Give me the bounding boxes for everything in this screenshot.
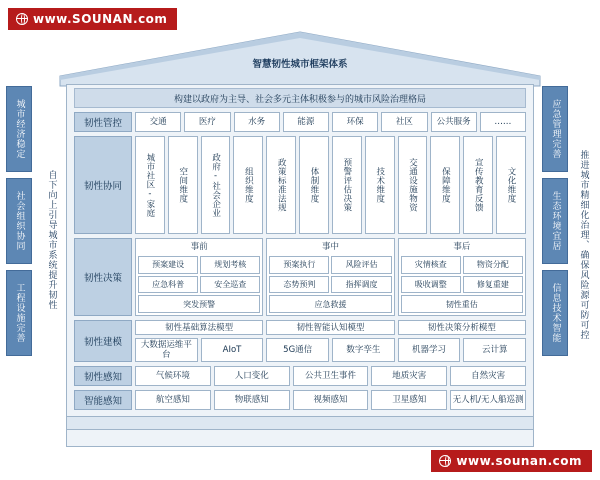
collab-cell-8-label: 技术维度 [374,167,385,203]
pillar-left-1-label: 城市经济稳定 [14,99,25,159]
before-chip-2: 规划考核 [200,256,260,274]
layer-modeling-stack [135,320,526,362]
pillar-left-2 [6,178,32,264]
before-chip-4: 安全巡查 [200,276,260,294]
decision-group-before-grid [138,256,260,313]
collab-cell-5-label: 政策标准法规 [276,158,287,212]
decision-group-after [398,238,526,316]
pillar-right-3-label: 信息技术智能 [550,283,561,343]
after-chip-4: 修复重建 [463,276,523,294]
pillar-left-1 [6,86,32,172]
decision-group-after-head: 事后 [453,242,471,252]
decision-group-before [135,238,263,316]
before-chip-1: 预案建设 [138,256,198,274]
tech-cell-6: 云计算 [463,338,526,362]
collab-cell-6 [299,136,329,234]
base-plinth [66,416,534,430]
pillar-left-3-label: 工程设施完善 [14,283,25,343]
globe-icon [16,13,28,25]
collab-cell-9 [398,136,428,234]
roof-shape [58,30,542,88]
model-cell-3: 韧性决策分析模型 [398,320,526,335]
collab-cell-3 [201,136,231,234]
layer-decision-groups [135,238,526,316]
perception-cell-5: 自然灾害 [450,366,526,386]
decision-group-during-grid [269,256,391,313]
diagram-title: 智慧韧性城市框架体系 [252,59,348,70]
layer-collaboration-label: 韧性协同 [74,136,132,234]
after-chip-5: 韧性重估 [401,295,523,313]
layer-perception-label: 韧性感知 [74,366,132,386]
control-cell-5: 环保 [332,112,378,132]
collab-cell-10 [430,136,460,234]
collab-cell-2 [168,136,198,234]
globe-icon [439,455,451,467]
collab-cell-10-label: 保障维度 [440,167,451,203]
tech-cell-4: 数字孪生 [332,338,395,362]
collab-cell-5 [266,136,296,234]
during-chip-1: 预案执行 [269,256,329,274]
control-cell-1: 交通 [135,112,181,132]
collab-cell-12-label: 文化维度 [506,167,517,203]
layer-sensing-label: 智能感知 [74,390,132,410]
control-cell-2: 医疗 [184,112,230,132]
layer-control [74,112,526,132]
layer-sensing [74,390,526,410]
tech-cell-5: 机器学习 [398,338,461,362]
layer-decision-label: 韧性决策 [74,238,132,316]
side-note-left [40,170,62,340]
layer-collaboration-cells [135,136,526,234]
perception-cell-4: 地质灾害 [371,366,447,386]
pillar-right-1-label: 应急管理完善 [550,99,561,159]
decision-group-during-head: 事中 [321,242,339,252]
collab-cell-8 [365,136,395,234]
modeling-subrow-1 [135,320,526,335]
collab-cell-9-label: 交通设施物资 [407,158,418,212]
sensing-cell-4: 卫星感知 [371,390,447,410]
side-note-left-label: 自下向上引导城市系统提升韧性 [46,170,57,310]
watermark-bottom [431,450,592,472]
sensing-cell-1: 航空感知 [135,390,211,410]
layer-perception [74,366,526,386]
decision-group-after-grid [401,256,523,313]
tech-cell-3: 5G通信 [266,338,329,362]
pillar-left-2-label: 社会组织协同 [14,191,25,251]
watermark-top-label: www.SOUNAN.com [33,12,168,26]
pillar-right-3 [542,270,568,356]
collab-cell-4 [233,136,263,234]
side-note-right [572,150,594,360]
layer-control-cells [135,112,526,132]
control-cell-4: 能源 [283,112,329,132]
collab-cell-4-label: 组织维度 [243,167,254,203]
collab-cell-6-label: 体制维度 [309,167,320,203]
after-chip-2: 物资分配 [463,256,523,274]
collab-cell-7 [332,136,362,234]
perception-cell-1: 气候环境 [135,366,211,386]
perception-cell-2: 人口变化 [214,366,290,386]
control-cell-7: 公共服务 [431,112,477,132]
collab-cell-3-label: 政府-社会企业 [210,152,221,218]
layer-modeling-label: 韧性建模 [74,320,132,362]
model-cell-2: 韧性智能认知模型 [266,320,394,335]
after-chip-1: 灾情核查 [401,256,461,274]
pillar-right-1 [542,86,568,172]
collab-cell-2-label: 空间维度 [177,167,188,203]
layer-perception-cells [135,366,526,386]
control-cell-8: …… [480,112,526,132]
pillar-left-3 [6,270,32,356]
layer-control-label: 韧性管控 [74,112,132,132]
during-chip-3: 态势预判 [269,276,329,294]
before-chip-5: 突发预警 [138,295,260,313]
collab-cell-11-label: 宣传教育反馈 [473,158,484,212]
tech-cell-1: 大数据运维平台 [135,338,198,362]
collab-cell-1 [135,136,165,234]
pillar-right-2 [542,178,568,264]
perception-cell-3: 公共卫生事件 [293,366,369,386]
sensing-cell-3: 视频感知 [293,390,369,410]
sensing-cell-2: 物联感知 [214,390,290,410]
before-chip-3: 应急科普 [138,276,198,294]
collab-cell-12 [496,136,526,234]
collab-cell-7-label: 预警评估决策 [341,158,352,212]
after-chip-3: 吸收调整 [401,276,461,294]
layer-modeling [74,320,526,362]
sensing-cell-5: 无人机/无人船巡测 [450,390,526,410]
layer-decision [74,238,526,316]
governance-banner: 构建以政府为主导、社会多元主体积极参与的城市风险治理格局 [74,88,526,108]
pillar-right-2-label: 生态环境宜居 [550,191,561,251]
decision-group-before-head: 事前 [190,242,208,252]
during-chip-2: 风险评估 [331,256,391,274]
decision-group-during [266,238,394,316]
during-chip-4: 指挥调度 [331,276,391,294]
model-cell-1: 韧性基础算法模型 [135,320,263,335]
layer-sensing-cells [135,390,526,410]
modeling-subrow-2 [135,338,526,362]
layer-collaboration [74,136,526,234]
side-note-right-label: 推进城市精细化治理、确保风险源可防可控 [578,150,589,340]
collab-cell-1-label: 城市社区-家庭 [144,152,155,218]
watermark-top [8,8,177,30]
control-cell-3: 水务 [234,112,280,132]
tech-cell-2: AIoT [201,338,264,362]
collab-cell-11 [463,136,493,234]
during-chip-5: 应急救援 [269,295,391,313]
watermark-bottom-label: www.sounan.com [456,454,582,468]
control-cell-6: 社区 [381,112,427,132]
